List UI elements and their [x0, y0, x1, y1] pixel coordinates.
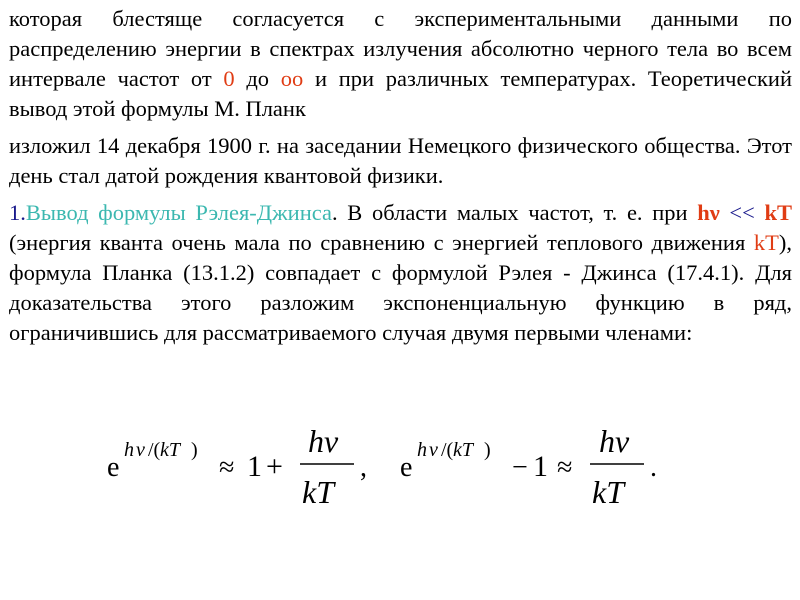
svg-text:e: e: [107, 452, 120, 483]
svg-text:kT: kT: [592, 474, 624, 510]
svg-text:1: 1: [247, 450, 262, 483]
formula-exponent-minus-one: [400, 423, 657, 510]
text-span: (энергия кванта очень мала по сравнению с энергией теплового движения: [9, 230, 754, 255]
formula-exponent-approx: [107, 423, 367, 510]
text-span: изложил 14 декабря 1900 г. на заседании Немецкого физического общества. Этот день стал датой рождения квантовой физики.: [9, 133, 792, 188]
paragraph-rayleigh-jeans: [9, 198, 792, 348]
svg-text:): ): [484, 439, 491, 461]
svg-text:hν: hν: [599, 423, 630, 459]
paragraph-planck-formula: [9, 4, 792, 124]
svg-text:≈: ≈: [557, 452, 573, 483]
svg-text:,: ,: [360, 452, 367, 483]
section-heading: Вывод формулы Рэлея-Джинса: [25, 200, 333, 225]
svg-text:−: −: [512, 452, 528, 483]
text-span: которая блестяще согласуется с экспериментальными данными по распределению энергии в спектрах излучения абсолютно черного тела во всем интервале частот от: [9, 6, 792, 91]
svg-text:e: e: [400, 452, 413, 483]
svg-text:1: 1: [533, 450, 548, 483]
h-nu-symbol: hν: [697, 200, 720, 225]
text-span: и при различных температурах. Теоретический вывод этой формулы М. Планк: [9, 66, 792, 121]
svg-text:hν: hν: [308, 423, 339, 459]
svg-text:kT: kT: [453, 439, 473, 461]
svg-text:/(: /(: [148, 439, 161, 461]
svg-text:ν: ν: [429, 439, 438, 461]
svg-text:≈: ≈: [219, 452, 235, 483]
paragraph-history: [9, 131, 792, 191]
svg-text:.: .: [650, 452, 657, 483]
infinity-value: oo: [280, 66, 304, 91]
text-span: до: [234, 66, 281, 91]
kt-symbol: kT: [764, 200, 792, 225]
svg-text:/(: /(: [441, 439, 454, 461]
text-span: ), формула Планка (13.1.2) совпадает с формулой Рэлея - Джинса (17.4.1). Для доказательства этого разложим экспоненциальную функцию в ряд, ограничившись для рассматриваемого случая двумя первыми членами:: [9, 230, 792, 345]
svg-text:h: h: [124, 439, 134, 461]
much-less-symbol: <<: [719, 200, 765, 225]
section-number: 1.: [9, 200, 26, 225]
svg-text:kT: kT: [302, 474, 334, 510]
svg-text:ν: ν: [136, 439, 145, 461]
svg-text:kT: kT: [160, 439, 180, 461]
zero-value: 0: [223, 66, 235, 91]
svg-text:+: +: [266, 450, 283, 483]
text-span: . В области малых частот, т. е. при: [332, 200, 698, 225]
svg-text:): ): [191, 439, 198, 461]
formula-block: [0, 410, 800, 520]
kt-symbol-2: kT: [753, 230, 779, 255]
svg-text:h: h: [417, 439, 427, 461]
